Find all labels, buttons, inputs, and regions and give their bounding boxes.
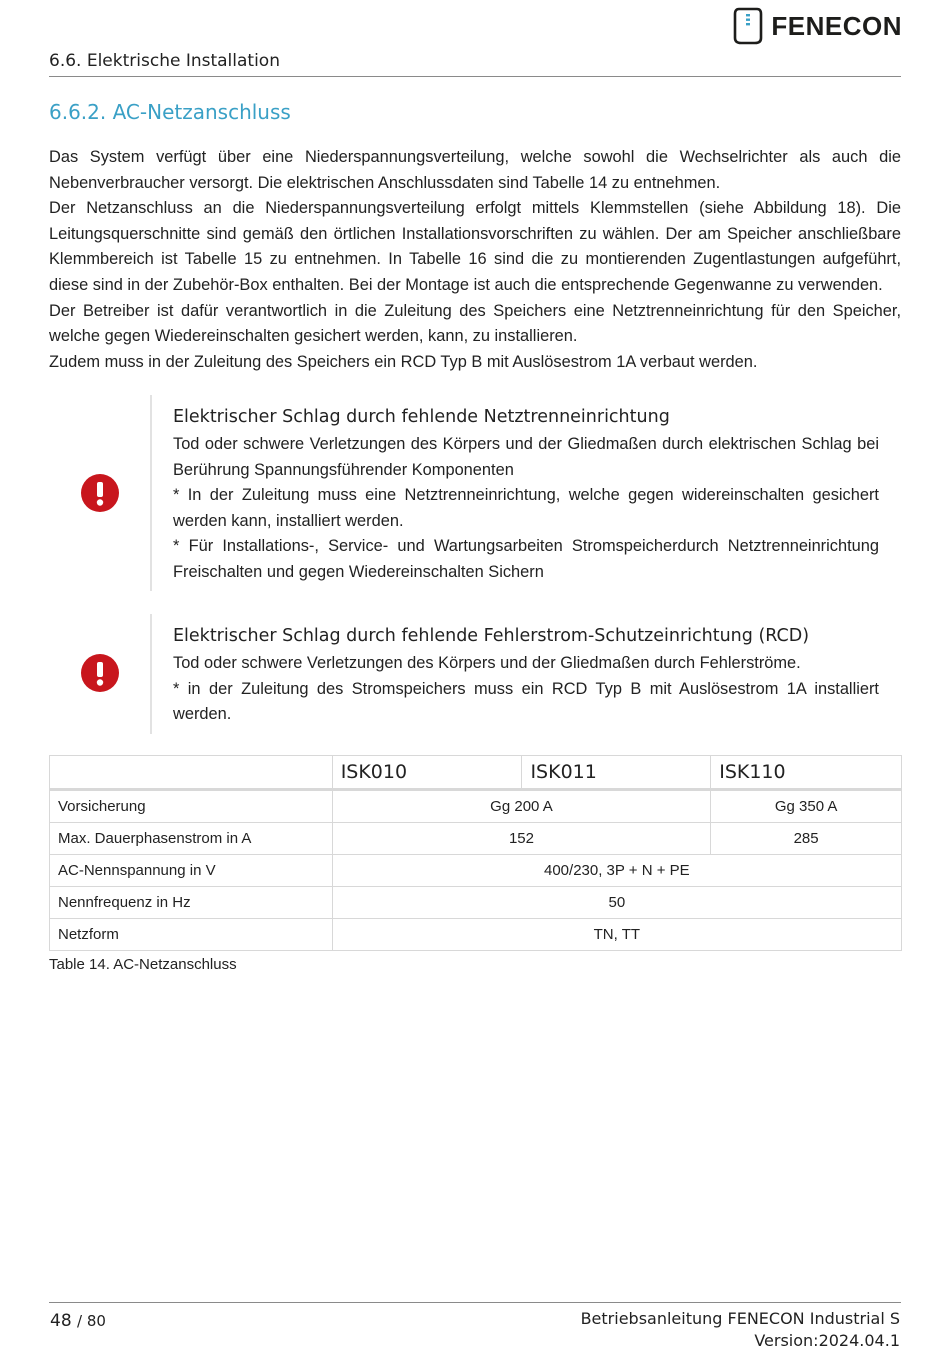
- table-row: [50, 823, 902, 855]
- table-header-row: [50, 756, 902, 790]
- table-cell: 285: [711, 823, 902, 855]
- subsection-title: 6.6.2. AC-Netzanschluss: [49, 100, 291, 124]
- logo-text: FENECON: [771, 10, 902, 41]
- warning-content: [173, 405, 879, 586]
- paragraph: Der Betreiber ist dafür verantwortlich in die Zuleitung des Speichers eine Netztrenneinrichtung für den Speicher, welche gegen Wiedereinschalten gesichert werden, kann, zu installieren.: [49, 301, 901, 346]
- ac-connection-table: [49, 755, 902, 951]
- table-header-cell: ISK110: [711, 756, 902, 790]
- warning-title: Elektrischer Schlag durch fehlende Netztrenneinrichtung: [173, 407, 670, 427]
- table-row: [50, 855, 902, 887]
- warning-text: Tod oder schwere Verletzungen des Körpers und der Gliedmaßen durch elektrischen Schlag bei Berührung Spannungsführender Komponenten: [173, 435, 879, 479]
- warning-box-disconnect: [49, 395, 901, 591]
- body-text: [49, 145, 901, 375]
- table-caption: Table 14. AC-Netzanschluss: [49, 956, 237, 973]
- paragraph: Zudem muss in der Zuleitung des Speichers ein RCD Typ B mit Auslösestrom 1A verbaut werden.: [49, 352, 758, 371]
- section-title: 6.6. Elektrische Installation: [49, 51, 280, 71]
- table-row: [50, 887, 902, 919]
- paragraph: Das System verfügt über eine Niederspannungsverteilung, welche sowohl die Wechselrichter als auch die Nebenverbraucher versorgt. Die elektrischen Anschlussdaten sind Tabelle 14 zu entnehmen.: [49, 148, 901, 192]
- warning-text: * in der Zuleitung des Stromspeichers muss ein RCD Typ B mit Auslösestrom 1A installiert werden.: [173, 679, 879, 724]
- row-label: Max. Dauerphasenstrom in A: [50, 823, 333, 855]
- table-header-cell: ISK011: [522, 756, 711, 790]
- table-row: [50, 919, 902, 951]
- warning-divider: [150, 395, 152, 591]
- warning-box-rcd: [49, 614, 901, 734]
- table-cell: 400/230, 3P + N + PE: [332, 855, 901, 887]
- row-label: Vorsicherung: [50, 790, 333, 823]
- page-number: [50, 1311, 106, 1331]
- total-pages: / 80: [77, 1312, 106, 1330]
- row-label: Netzform: [50, 919, 333, 951]
- warning-title: Elektrischer Schlag durch fehlende Fehlerstrom-Schutzeinrichtung (RCD): [173, 626, 810, 646]
- warning-text: Tod oder schwere Verletzungen des Körpers und der Gliedmaßen durch Fehlerströme.: [173, 654, 801, 672]
- warning-divider: [150, 614, 152, 734]
- row-label: Nennfrequenz in Hz: [50, 887, 333, 919]
- table-header-cell: [50, 756, 333, 790]
- row-label: AC-Nennspannung in V: [50, 855, 333, 887]
- warning-text: * In der Zuleitung muss eine Netztrenneinrichtung, welche gegen widereinschalten gesichert werden kann, installiert werden.: [173, 486, 879, 530]
- table-cell: Gg 350 A: [711, 790, 902, 823]
- exclamation-warning-icon: [81, 654, 119, 692]
- table-cell: 152: [332, 823, 711, 855]
- footer-doc-info: [581, 1308, 900, 1352]
- document-title: Betriebsanleitung FENECON Industrial S: [580, 1309, 900, 1328]
- paragraph: Der Netzanschluss an die Niederspannungsverteilung erfolgt mittels Klemmstellen (siehe Abbildung 18). Die Leitungsquerschnitte sind gemäß den örtlichen Installationsvorschriften zu wählen. Der am Speicher anschließbare Klemmbereich ist Tabelle 15 zu entnehmen. In Tabelle 16 sind die zu montierenden Zugentlastungen aufgeführt, diese sind in der Zubehör-Box enthalten. Bei der Montage ist auch die entsprechende Gegenwanne zu verwenden.: [49, 199, 901, 294]
- current-page: 48: [50, 1311, 72, 1331]
- warning-text: * Für Installations-, Service- und Wartungsarbeiten Stromspeicherdurch Netztrenneinrichtung Freischalten und gegen Wiedereinschalten Sichern: [173, 537, 879, 581]
- table-header-cell: ISK010: [332, 756, 522, 790]
- table-cell: 50: [332, 887, 901, 919]
- table-row: [50, 790, 902, 823]
- battery-logo-icon: [733, 6, 763, 46]
- table-cell: Gg 200 A: [332, 790, 711, 823]
- document-version: Version:2024.04.1: [754, 1331, 900, 1350]
- warning-content: [173, 624, 879, 728]
- exclamation-warning-icon: [81, 474, 119, 512]
- fenecon-logo: [733, 6, 902, 46]
- footer-divider: [49, 1302, 901, 1303]
- header-divider: [49, 76, 901, 77]
- table-cell: TN, TT: [332, 919, 901, 951]
